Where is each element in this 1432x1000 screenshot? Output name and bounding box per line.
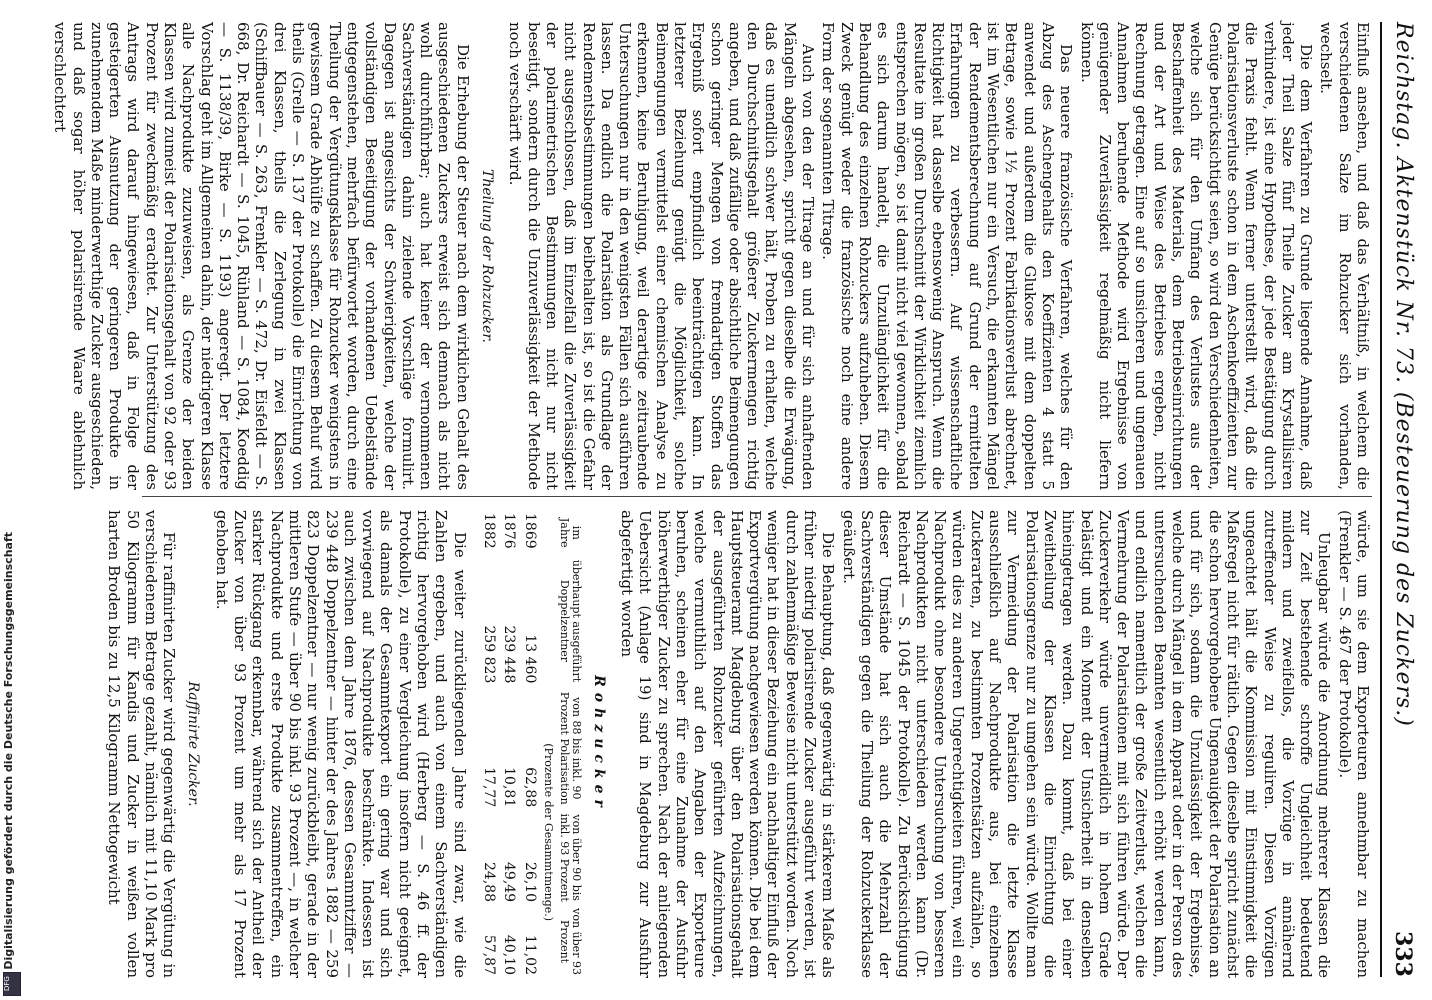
paragraph: Unleugbar würde die Anordnung mehrerer Klassen die zur Zeit bestehende schroffe Ungleichheit bedeutend mildern und zweifellos, die Vorzüge in annähernd zutreffender Weise zu reguliren. Diesen Vorzügen ungeachtet hält die Kommission mit Einstimmigkeit die Maßregel nicht für rätlich. Gegen dieselbe spricht zunächst die schon hervorgehobene Ungenauigkeit der Polarisation an und für sich, sodann die Unzulässigkeit der Ergebnisse, welche durch Mängel in dem Apparat oder in der Person des untersuchenden Beamten wesentlich erhöht werden kann, und endlich namentlich der große Zeitverlust, welchen die Vermehrung der Polarisationen mit sich führen würde. Der Zuckerverkehr würde unvermeidlich in hohem Grade belästigt und ein Moment der Unsicherheit in denselben hineingetragen werden. Dazu kommt, daß bei einer Zweitheilung der Klassen die Einrichtung die Polarisationsgrenze nur zu umgehen sein würde. Wollte man zur Vermeidung der Polarisation die letzte Klasse ausschließlich auf Nachprodukte aus, bei einzelnen Zuckerarten, zu bestimmten Prozentsätzen aufzählen, so würden dies zu anderen Ungerechtigkeiten führen, weil ein Nachprodukt ohne besondere Untersuchung von besseren Nachprodukten nicht unterschieden werden kann (Dr. Reichardt — S. 1045 der Protokolle). Zu Berücksichtigung dieser Umstände hat sich auch die Mehrzahl der Sachverständigen gegen die Theilung der Rohzuckerklasse geäußert. xyxy=(839,510,1334,978)
cell-c: 40,10 xyxy=(501,934,518,975)
page-header xyxy=(1380,22,1426,977)
table-header-note: (Prozente der Gesammtmenge.) xyxy=(541,743,555,922)
paragraph: Für raffinirten Zucker wird gegenwärtig die Vergütung in verschiedenem Betrage gezahlt, nämlich mit 11,10 Mark pro 50 Kilogramm für Kandis und Zucker in weißen vollen harten Broden bis zu 12,5 Kilogramm Nettogewicht xyxy=(105,510,179,978)
cell-b: 49,49 xyxy=(501,862,518,903)
cell-year: 1882 xyxy=(480,513,497,549)
table-header-a: von 88 bis inkl. 90 Prozent Polarisation xyxy=(557,691,583,805)
digitization-sidebar xyxy=(0,0,22,1000)
cell-b: 26,10 xyxy=(521,862,538,903)
running-title: Reichstag. Aktenstück Nr. 73. (Besteuerung des Zuckers.) xyxy=(1391,22,1416,727)
cell-a: 62,88 xyxy=(521,767,538,808)
paragraph: Die weiter zurückliegenden Jahre sind zwar, wie die Zahlen ergeben, und auch von einem Sachverständigen richtig hervorgehoben wird (Herberg — S. 46 ff. der Protokolle), zu einer Vergleichung insofern nicht geeignet, als damals der Gesammtexport ein gering war und sich vorwiegend auf Nachprodukte beschränkte. Indessen ist auch zwischen dem Jahre 1876, dessen Gesammtziffer — 239 448 Doppelzentner — hinter der des Jahres 1882 — 259 823 Doppelzentner — nur wenig zurückbleibt, gerade in der mittleren Stufe — über 90 bis inkl. 93 Prozent —, in welcher Nachprodukte und erste Produkte zusammentreffen, ein starker Rückgang erkennbar, während sich der Antheil der Zucker von über 93 Prozent um mehr als 17 Prozent gehoben hat. xyxy=(212,510,469,978)
cell-total: 259 823 xyxy=(480,625,497,684)
paragraph: Auch von den der Titrage an und für sich anhaftenden Mängeln abgesehen, spricht gegen dieselbe die Erwägung, daß es unendlich schwer hält, Proben zu erhalten, welche den Durchschnittsgehalt größerer Zuckermengen richtig angeben, und daß zufällige oder absichtliche Beimengungen schon geringer Mengen von fremdartigen Stoffen das Ergebniß sofort empfindlich beeinträchtigen kann. In letzterer Beziehung genügt die Möglichkeit, solche Beimengungen vermittelst einer chemischen Analyse zu erkennen, keine Beruhigung, weil derartige zeitraubende Untersuchungen nur in den wenigsten Fällen sich ausführen lassen. Da endlich die Polarisation als Grundlage der Rendementsbestimmungen beibehalten ist, so ist die Gefahr nicht ausgeschlossen, daß im Einzelfall die Zuverlässigkeit der polarimetrischen Bestimmungen nicht nur nicht beseitigt, sondern durch die Unzuverlässigkeit der Methode noch verschärft wird. xyxy=(506,22,818,490)
left-column xyxy=(51,22,1372,490)
paragraph: Die Erhebung der Steuer nach dem wirklichen Gehalt des ausgeschiedenen Zuckers erweist sich demnach als nicht wohl durchführbar; auch hat keiner der vernommenen Sachverständigen dahin zielende Vorschläge formulirt. Dagegen ist angesichts der Schwierigkeiten, welche der vollständigen Beseitigung der vorhandenen Uebelstände entgegenstehen, mehrfach befürwortet worden, durch eine Theilung der Vergütungsklasse für Rohzucker wenigstens in gewissem Grade Abhülfe zu schaffen. Zu diesem Behuf wird theils (Grelle — S. 137 der Protokolle) die Einrichtung von drei Klassen, theils die Zerlegung in zwei Klassen (Schiffbauer — S. 263, Frenkler — S. 472, Dr. Eisfeldt — S. 668, Dr. Reichardt — S. 1045, Rühland — S. 1084, Koeddig — S. 1138/39, Birke — S. 1193) angeregt. Der letztere Vorschlag geht im Allgemeinen dahin, der niedrigeren Klasse alle Nachprodukte zuzuweisen, als Grenze der beiden Klassen wird zumeist der Polarisationsgehalt von 92 oder 93 Prozent für zweckmäßig erachtet. Zur Unterstützung des Antrags wird darauf hingewiesen, daß in Folge der gesteigerten Ausnutzung der geringeren Produkte in zunehmendem Maße minderwerthige Zucker ausgeschieden, und daß sogar höher polarisirende Waare ablehnlich verschlechtert xyxy=(51,22,472,490)
page-number: 333 xyxy=(1390,931,1416,977)
column-divider xyxy=(142,496,1372,497)
table-row xyxy=(479,510,499,978)
table-header-total: überhaupt ausgeführt Doppelzentner xyxy=(557,559,583,683)
cell-year: 1869 xyxy=(521,513,538,549)
funding-credit: Digitalisierung gefördert durch die Deutsche Forschungsgemeinschaft xyxy=(2,532,15,970)
dfg-logo-icon: DFG xyxy=(3,972,21,996)
section-heading: Raffinirte Zucker. xyxy=(185,681,202,807)
cell-a: 17,77 xyxy=(480,767,497,808)
cell-year: 1876 xyxy=(501,513,518,549)
section-heading: Theilung der Rohzucker. xyxy=(479,168,496,344)
paragraph: Die Behauptung, daß gegenwärtig in stärkerem Maße als früher niedrig polarisirende Zucker ausgeführt werden, ist durch zahlenmäßige Beweise nicht unterstützt worden. Noch weniger hat in dieser Beziehung ein nachhaltiger Einfluß der Exportvergütung nachgewiesen werden können. Die bei dem Hauptsteueramt Magdeburg über den Polarisationsgehalt der ausgeführten Rohzucker geführten Aufzeichnungen, welche vermuthlich auf den Angaben der Exporteure beruhen, scheinen eher für eine Zunahme der Ausfuhr höherwerthiger Zucker zu sprechen. Nach der anliegenden Uebersicht (Anlage 19) sind in Magdeburg zur Ausfuhr abgefertigt worden xyxy=(618,510,838,978)
paragraph: würde, um sie dem Exporteuren annehmbar zu machen (Frenkler — S. 467 der Protokolle). xyxy=(1335,510,1372,978)
cell-b: 24,88 xyxy=(480,862,497,903)
cell-a: 10,81 xyxy=(501,767,518,808)
table-header-c: von über 93 Prozent xyxy=(557,908,583,975)
cell-total: 13 460 xyxy=(521,634,538,684)
cell-c: 11,02 xyxy=(521,934,538,975)
table-header-b: von über 90 bis inkl. 93 Prozent xyxy=(557,813,583,902)
paragraph: Einfluß ansehen, und daß das Verhältniß, in welchem die verschiedenen Salze im Rohzucker sich vorhanden, wechselt. xyxy=(1317,22,1372,490)
export-table xyxy=(479,510,584,978)
table-header-year: im Jahre xyxy=(557,517,583,548)
paragraph: Das neuere französische Verfahren, welches für den Abzug des Aschengehalts den Koeffizienten 4 statt 5 anwendet und außerdem die Glukose mit dem doppelten Betrage, sowie 1½ Prozent Fabrikationsverlust abrechnet, ist im Wesentlichen nur ein Versuch, die erkannten Mängel der Rendementsberechnung auf Grund der ermittelten Erfahrungen zu verbessern. Auf wissenschaftliche Richtigkeit hat dasselbe ebensowenig Anspruch. Wenn die Resultate im großen Durchschnitt der Wirklichkeit ziemlich entsprechen mögen, so ist damit nicht viel gewonnen, sobald es sich darum handelt, die Unzulänglichkeit für die Behandlung des einzelnen Rohzuckers aufzuheben. Diesem Zweck genügt weder die französische noch eine andere Form der sogenannten Titrage. xyxy=(819,22,1076,490)
paragraph: Die dem Verfahren zu Grunde liegende Annahme, daß jeder Theil Salze fünf Theile Zucker am Krystallisiren verhindere, ist eine Hypothese, der jede Bestätigung durch die Praxis fehlt. Wenn ferner unterstellt wird, daß die Polarisationsverluste schon in dem Aschenkoeffizienten zur Genüge berücksichtigt seien, so wird den Verschiedenheiten, welche sich für den Umfang des Verlustes aus der Beschaffenheit des Materials, dem Betriebseinrichtungen und der Art und Weise des Betriebes ergeben, nicht Rechnung getragen. Eine auf so unsicheren und ungenauen Annahmen beruhende Methode wird Ergebnisse von genügender Zuverlässigkeit regelmäßig nicht liefern können. xyxy=(1077,22,1316,490)
cell-c: 57,87 xyxy=(480,934,497,975)
table-row xyxy=(519,510,539,978)
cell-total: 239 448 xyxy=(501,625,518,684)
right-column xyxy=(105,510,1372,978)
document-page xyxy=(51,0,1432,1000)
table-row xyxy=(499,510,519,978)
table-title: Rohzucker xyxy=(590,675,607,813)
